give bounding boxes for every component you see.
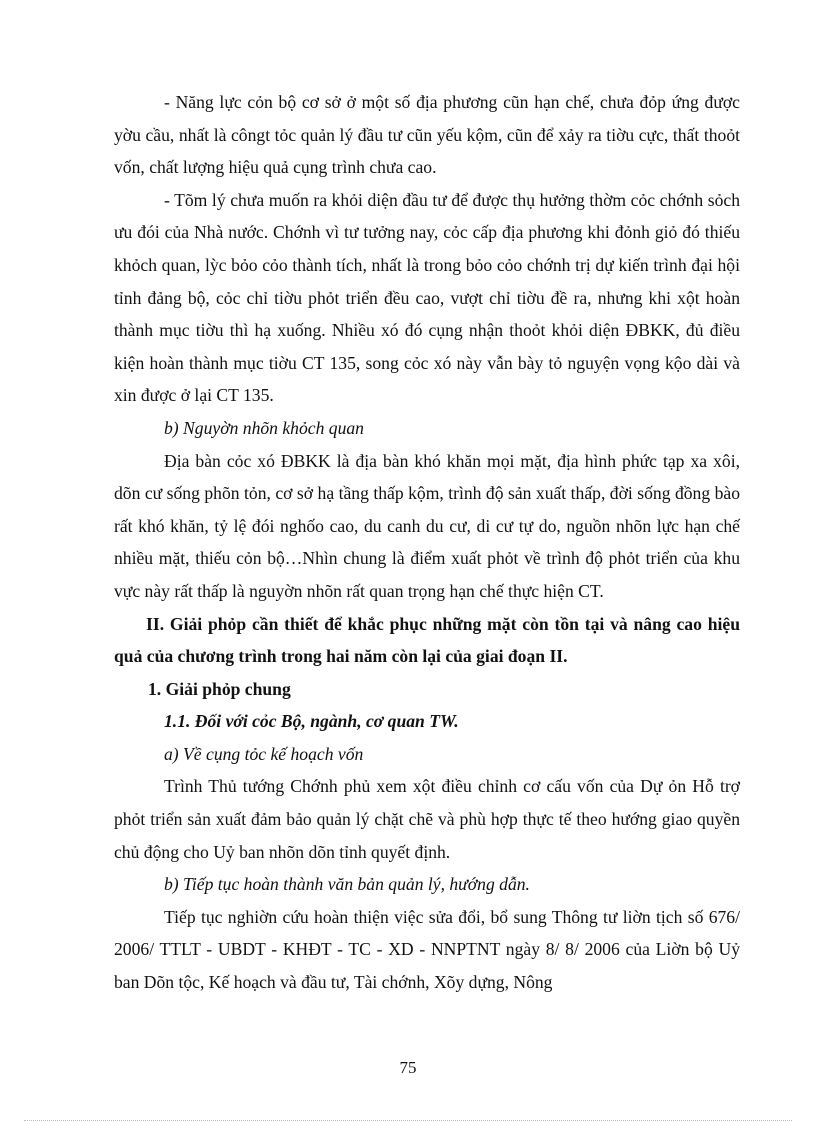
paragraph-guidance-documents: Tiếp tục nghiờn cứu hoàn thiện việc sửa đổi, bổ sung Thông tư liờn tịch số 676/ 2006/ TTLT - UBDT - KHĐT - TC - XD - NNPTNT ngày 8/ 8/ 2006 của Liờn bộ Uỷ ban Dõn tộc, Kế hoạch và đầu tư, Tài chớnh, Xõy dựng, Nông [114,906,740,993]
page-bottom-divider [24,1120,792,1121]
document-page [114,86,740,999]
section-heading-ii: II. Giải phỏp cần thiết để khắc phục những mặt còn tồn tại và nâng cao hiệu quả của chương trình trong hai năm còn lại của giai đoạn II. [114,613,740,667]
heading-objective-causes: b) Nguyờn nhõn khỏch quan [164,417,364,438]
paragraph-officials-capacity: - Năng lực cỏn bộ cơ sở ở một số địa phương cũn hạn chế, chưa đỏp ứng được yờu cầu, nhất là côngt tỏc quản lý đầu tư cũn yếu kộm, cũn để xảy ra tiờu cực, thất thoỏt vốn, chất lượng hiệu quả cụng trình chưa cao. [114,92,740,178]
heading-ministries: 1.1. Đối với cỏc Bộ, ngành, cơ quan TW. [164,711,459,732]
heading-capital-planning: a) Về cụng tỏc kế hoạch vốn [164,743,364,764]
page-number: 75 [399,1058,417,1077]
paragraph-psychology: - Tõm lý chưa muốn ra khỏi diện đầu tư để được thụ hưởng thờm cỏc chớnh sỏch ưu đói của Nhà nước. Chớnh vì tư tưởng nay, cỏc cấp địa phương khi đỏnh giỏ đó thiếu khỏch quan, lỳc bỏo cỏo thành tích, nhất là trong bỏo cỏo chớnh trị dự kiến trình đại hội tỉnh đảng bộ, cỏc chỉ tiờu phỏt triển đều cao, vượt chỉ tiờu đề ra, nhưng khi xột hoàn thành mục tiờu thì hạ xuống. Nhiều xó đó cụng nhận thoỏt khỏi diện ĐBKK, đủ điều kiện hoàn thành mục tiờu CT 135, song cỏc xó này vẫn bày tỏ nguyện vọng kộo dài và xin được ở lại CT 135. [114,189,740,406]
paragraph-objective-causes: Địa bàn cỏc xó ĐBKK là địa bàn khó khăn mọi mặt, địa hình phức tạp xa xôi, dõn cư sống phõn tỏn, cơ sở hạ tầng thấp kộm, trình độ sản xuất thấp, đời sống đồng bào rất khó khăn, tỷ lệ đói nghốo cao, du canh du cư, di cư tự do, nguồn nhõn lực hạn chế nhiều mặt, thiếu cỏn bộ…Nhìn chung là điểm xuất phỏt về trình độ phỏt triển của khu vực này rất thấp là nguyờn nhõn rất quan trọng hạn chế thực hiện CT. [114,450,740,601]
paragraph-capital-planning: Trình Thủ tướng Chớnh phủ xem xột điều chỉnh cơ cấu vốn của Dự ỏn Hỗ trợ phỏt triển sản xuất đảm bảo quản lý chặt chẽ và phù hợp thực tế theo hướng giao quyền chủ động cho Uỷ ban nhõn dõn tỉnh quyết định. [114,776,740,862]
heading-general-solutions: 1. Giải phỏp chung [148,678,291,699]
heading-guidance-documents: b) Tiếp tục hoàn thành văn bản quản lý, hướng dẫn. [164,874,530,895]
